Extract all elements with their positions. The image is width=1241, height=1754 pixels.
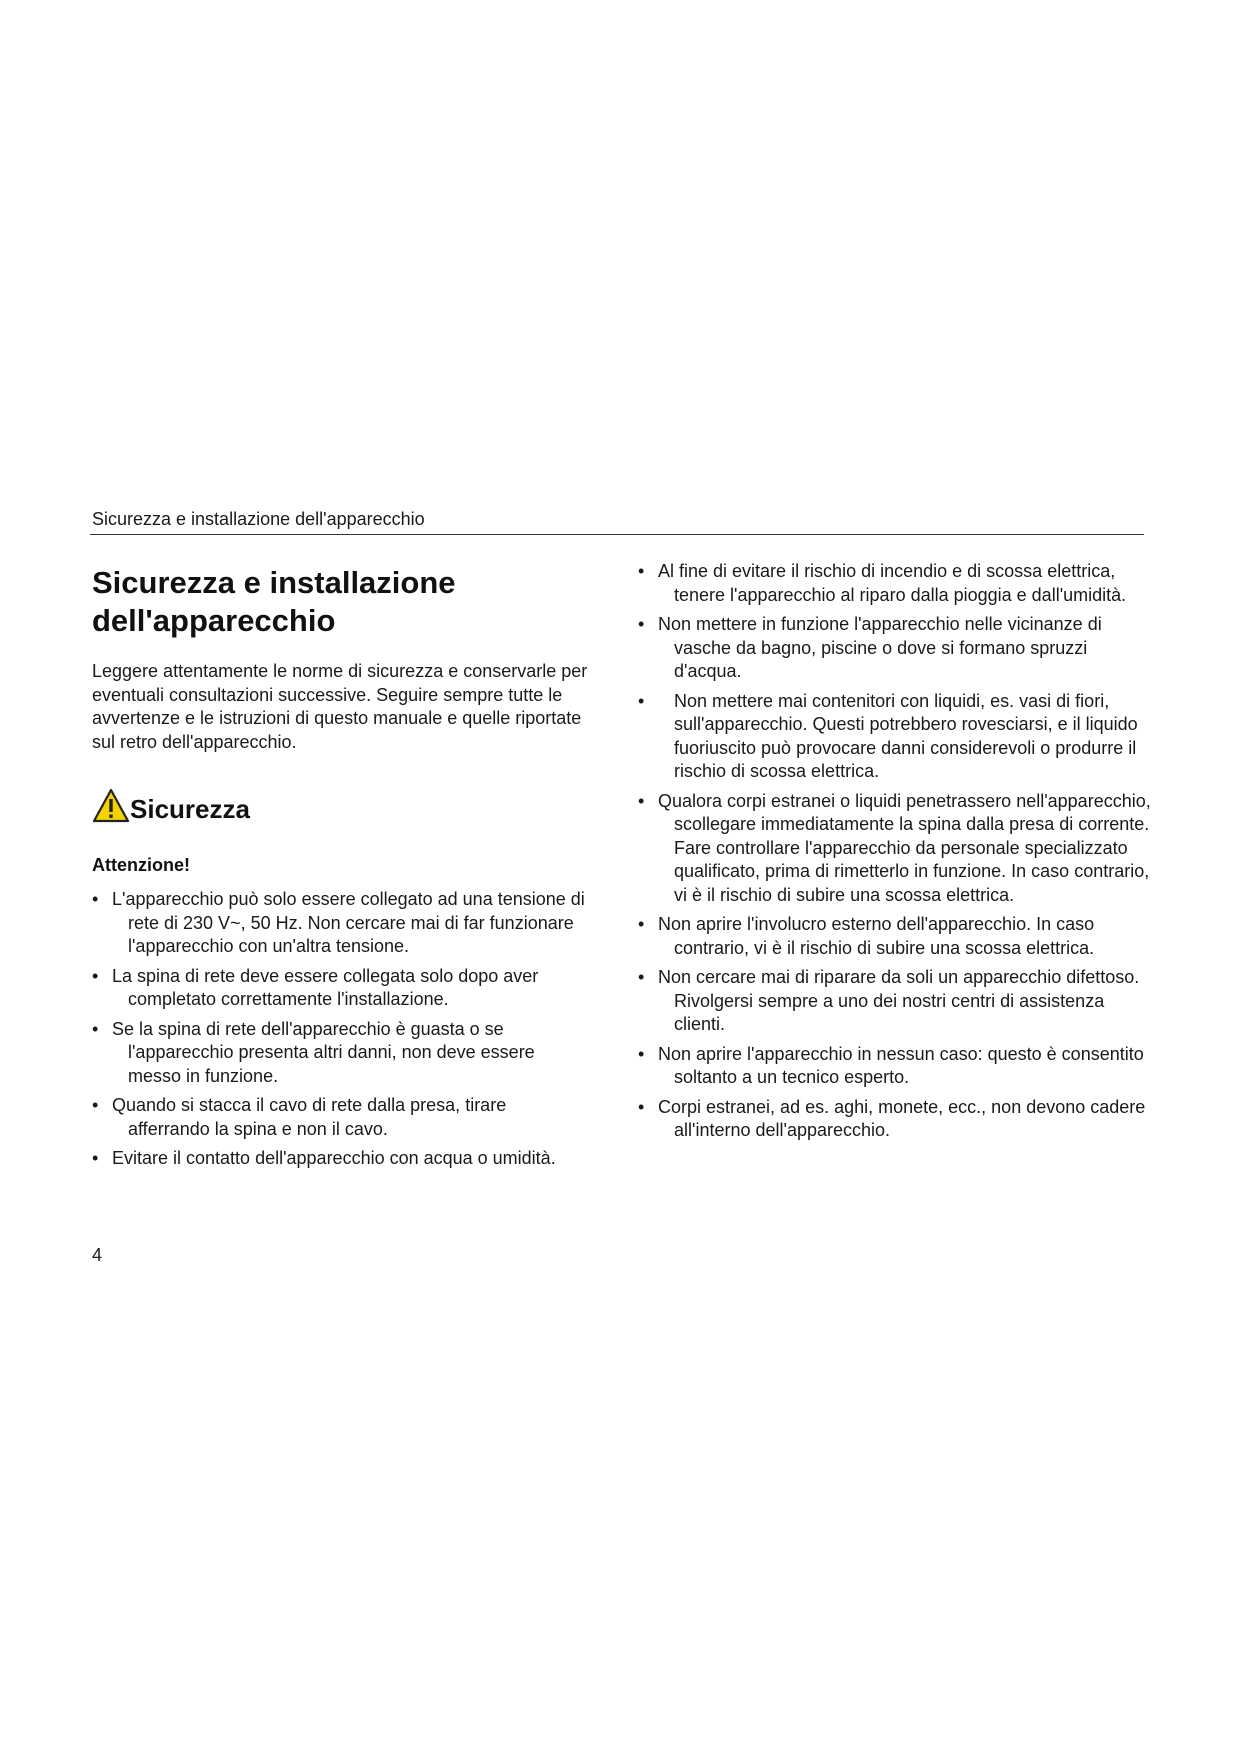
bullet-icon: • (638, 561, 645, 581)
attention-label: Attenzione! (92, 855, 190, 875)
left-column (92, 560, 592, 1177)
list-item: • Non aprire l'apparecchio in nessun caso: questo è consentito soltanto a un tecnico esperto. (638, 1043, 1144, 1087)
bullet-icon: • (92, 1095, 99, 1115)
bullet-icon: • (638, 914, 645, 934)
list-item: • Quando si stacca il cavo di rete dalla presa, tirare afferrando la spina e non il cavo. (92, 1095, 507, 1139)
bullet-icon: • (638, 1096, 645, 1117)
bullet-icon: • (638, 614, 645, 634)
list-item: • Non aprire l'involucro esterno dell'apparecchio. In caso contrario, vi è il rischio di subire una scossa elettrica. (638, 914, 1095, 958)
list-item: • Se la spina di rete dell'apparecchio è guasta o se l'apparecchio presenta altri danni, non deve essere messo in funzione. (92, 1018, 535, 1086)
list-item: • Non mettere mai contenitori con liquidi, es. vasi di fiori, sull'apparecchio. Questi potrebbero rovesciarsi, e il liquido fuoriuscito può provocare danni considerevoli o produrre il rischio di scossa elettrica. (638, 690, 1138, 781)
bullet-icon: • (92, 1018, 99, 1039)
bullet-icon: • (92, 1148, 99, 1168)
running-header: Sicurezza e installazione dell'apparecchio (92, 509, 425, 529)
bullet-icon: • (92, 965, 99, 986)
intro-paragraph: Leggere attentamente le norme di sicurezza e conservarle per eventuali consultazioni successive. Seguire sempre tutte le avvertenze e le istruzioni di questo manuale e quelle riportate sul retro dell'apparecchio. (92, 661, 588, 752)
right-bullet-list (638, 560, 1158, 1143)
bullet-icon: • (92, 889, 99, 909)
list-item: • Non cercare mai di riparare da soli un apparecchio difettoso. Rivolgersi sempre a uno dei nostri centri di assistenza clienti. (638, 967, 1140, 1034)
warning-triangle-icon (92, 788, 130, 824)
right-column (638, 560, 1158, 1149)
bullet-icon: • (638, 1043, 645, 1064)
list-item: • Corpi estranei, ad es. aghi, monete, ecc., non devono cadere all'interno dell'apparecchio. (638, 1096, 1146, 1140)
left-bullet-list (92, 888, 592, 1171)
bullet-icon: • (638, 690, 645, 711)
bullet-icon: • (638, 967, 645, 987)
safety-heading-text: Sicurezza (130, 794, 250, 824)
bullet-icon: • (638, 790, 645, 811)
list-item: • Evitare il contatto dell'apparecchio con acqua o umidità. (92, 1147, 592, 1171)
list-item: • L'apparecchio può solo essere collegato ad una tensione di rete di 230 V~, 50 Hz. Non cercare mai di far funzionare l'apparecchio con un'altra tensione. (92, 889, 585, 956)
list-item: • La spina di rete deve essere collegata solo dopo aver completato correttamente l'installazione. (92, 965, 539, 1009)
page-title: Sicurezza e installazione dell'apparecchio (92, 565, 456, 638)
list-item: • Non mettere in funzione l'apparecchio nelle vicinanze di vasche da bagno, piscine o dove si formano spruzzi d'acqua. (638, 614, 1102, 681)
list-item: • Al fine di evitare il rischio di incendio e di scossa elettrica, tenere l'apparecchio al riparo dalla pioggia e dall'umidità. (638, 561, 1127, 605)
safety-heading (92, 788, 592, 824)
header-rule (90, 534, 1144, 535)
page-number: 4 (92, 1245, 103, 1265)
list-item: • Qualora corpi estranei o liquidi penetrassero nell'apparecchio, scollegare immediatamente la spina dalla presa di corrente. Fare controllare l'apparecchio da personale specializzato qualificato, prima di rimetterlo in funzione. In caso contrario, vi è il rischio di subire una scossa elettrica. (638, 790, 1151, 905)
